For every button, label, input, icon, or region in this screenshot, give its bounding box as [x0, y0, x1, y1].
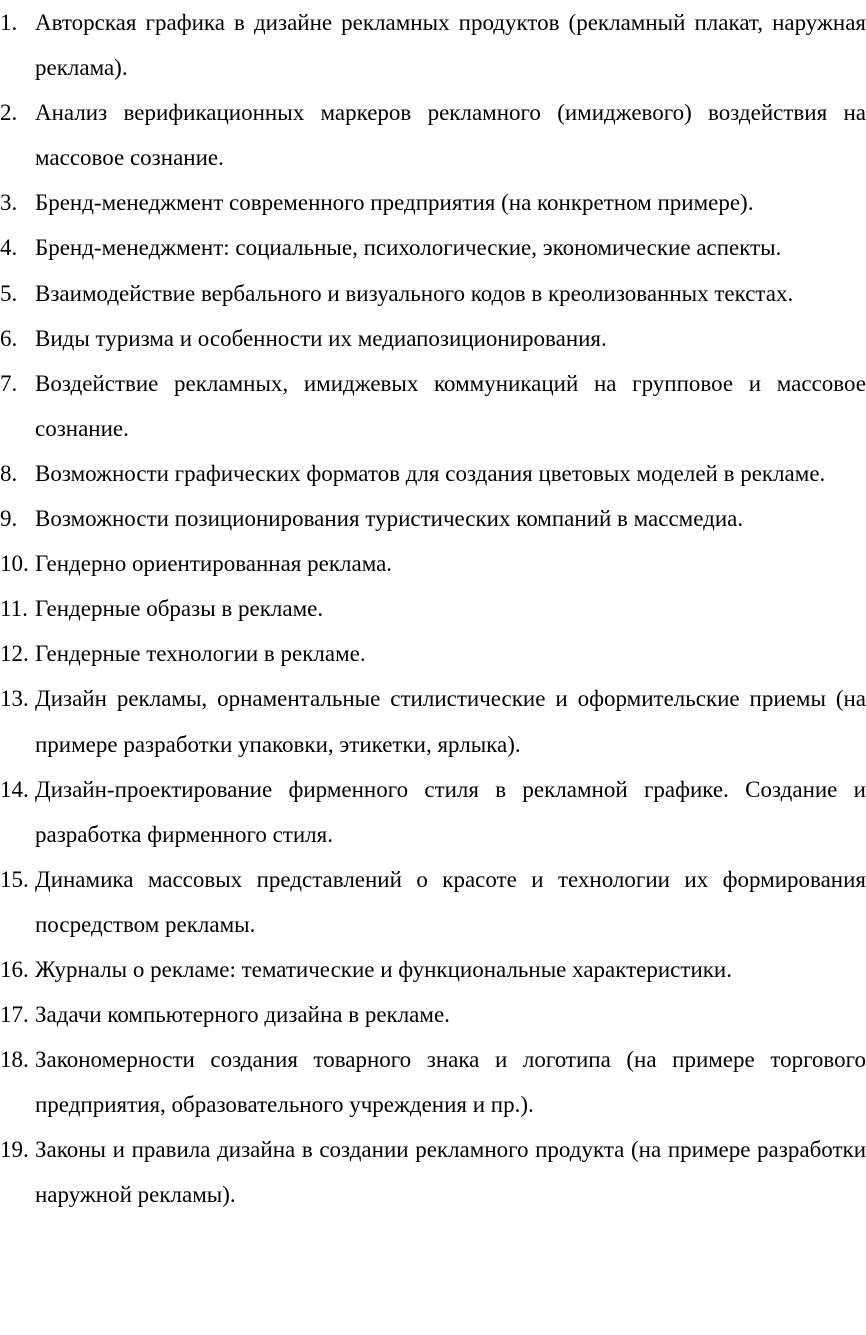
list-item [0, 947, 866, 992]
item-text: Гендерно ориентированная реклама. [35, 551, 393, 577]
item-text: Анализ верификационных маркеров рекламного (имиджевого) воздействия на массовое сознание. [35, 100, 866, 171]
item-number: 2. [0, 100, 18, 126]
list-item [0, 316, 866, 361]
list-item [0, 1127, 866, 1217]
item-number: 18. [0, 1047, 29, 1073]
item-number: 6. [0, 325, 18, 351]
item-number: 4. [0, 235, 18, 261]
list-item [0, 992, 866, 1037]
item-text: Взаимодействие вербального и визуального кодов в креолизованных текстах. [35, 280, 794, 306]
list-item [0, 631, 866, 676]
item-text: Бренд-менеджмент современного предприятия (на конкретном примере). [35, 190, 754, 216]
list-item [0, 1037, 866, 1127]
list-item [0, 496, 866, 541]
list-item [0, 225, 866, 270]
item-text: Авторская графика в дизайне рекламных продуктов (рекламный плакат, наружная реклама). [35, 10, 866, 81]
list-item [0, 0, 866, 90]
item-number: 5. [0, 280, 18, 306]
item-text: Дизайн-проектирование фирменного стиля в рекламной графике. Создание и разработка фирменного стиля. [35, 776, 866, 847]
list-item [0, 586, 866, 631]
list-item [0, 361, 866, 451]
item-number: 3. [0, 190, 18, 216]
list-item [0, 767, 866, 857]
item-text: Дизайн рекламы, орнаментальные стилистические и оформительские приемы (на примере разработки упаковки, этикетки, ярлыка). [35, 686, 866, 757]
item-number: 13. [0, 686, 29, 712]
item-number: 8. [0, 460, 18, 486]
item-text: Гендерные образы в рекламе. [35, 596, 324, 622]
list-item [0, 271, 866, 316]
item-text: Задачи компьютерного дизайна в рекламе. [35, 1002, 450, 1028]
list-item [0, 451, 866, 496]
list-item [0, 90, 866, 180]
item-text: Возможности графических форматов для создания цветовых моделей в рекламе. [35, 460, 826, 486]
item-number: 15. [0, 866, 29, 892]
item-number: 9. [0, 506, 18, 532]
item-text: Гендерные технологии в рекламе. [35, 641, 366, 667]
item-number: 16. [0, 956, 29, 982]
item-number: 7. [0, 370, 18, 396]
item-number: 19. [0, 1137, 29, 1163]
item-number: 11. [0, 596, 28, 622]
item-number: 1. [0, 10, 18, 35]
list-item [0, 676, 866, 766]
item-text: Журналы о рекламе: тематические и функциональные характеристики. [35, 956, 732, 982]
item-number: 10. [0, 551, 29, 577]
list-item [0, 541, 866, 586]
item-text: Динамика массовых представлений о красоте и технологии их формирования посредством рекламы. [35, 866, 866, 937]
item-number: 12. [0, 641, 29, 667]
list-item [0, 180, 866, 225]
item-text: Бренд-менеджмент: социальные, психологические, экономические аспекты. [35, 235, 782, 261]
item-text: Возможности позиционирования туристических компаний в массмедиа. [35, 506, 744, 532]
list-item [0, 857, 866, 947]
item-text: Законы и правила дизайна в создании рекламного продукта (на примере разработки наружной рекламы). [35, 1137, 866, 1208]
item-text: Виды туризма и особенности их медиапозиционирования. [35, 325, 607, 351]
item-text: Воздействие рекламных, имиджевых коммуникаций на групповое и массовое сознание. [35, 370, 866, 441]
item-number: 17. [0, 1002, 29, 1028]
item-number: 14. [0, 776, 29, 802]
item-text: Закономерности создания товарного знака и логотипа (на примере торгового предприятия, образовательного учреждения и пр.). [35, 1047, 866, 1118]
